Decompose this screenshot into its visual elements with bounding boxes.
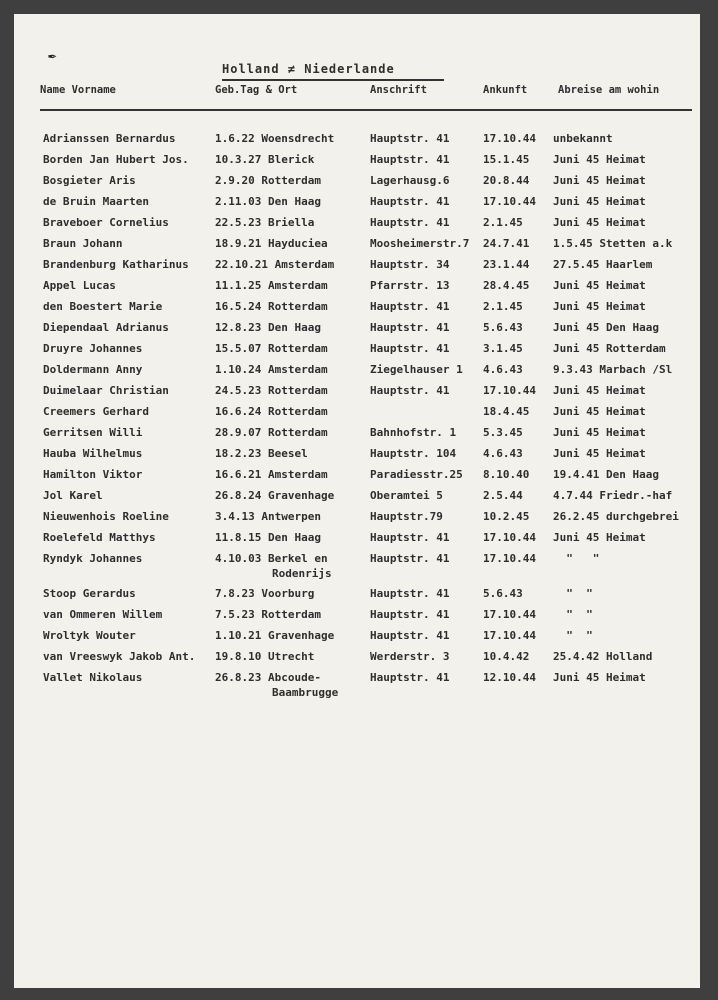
cell-address: Oberamtei 5 [370, 489, 443, 502]
column-header-arrival: Ankunft [483, 84, 528, 96]
cell-departure: 19.4.41 Den Haag [553, 468, 659, 481]
cell-departure: 9.3.43 Marbach /Sl [553, 363, 673, 376]
cell-dob: 15.5.07 Rotterdam [215, 342, 328, 355]
cell-departure: Juni 45 Heimat [553, 405, 646, 418]
cell-name: Wroltyk Wouter [43, 629, 136, 642]
cell-dob: 16.6.24 Rotterdam [215, 405, 328, 418]
cell-name: de Bruin Maarten [43, 195, 149, 208]
cell-departure: Juni 45 Heimat [553, 279, 646, 292]
cell-departure: " " [553, 552, 600, 565]
cell-departure: Juni 45 Heimat [553, 447, 646, 460]
cell-name: den Boestert Marie [43, 300, 163, 313]
cell-address: Hauptstr. 41 [370, 629, 450, 642]
cell-address: Hauptstr. 41 [370, 587, 450, 600]
cell-dob: 11.1.25 Amsterdam [215, 279, 328, 292]
cell-address: Hauptstr.79 [370, 510, 443, 523]
cell-dob: 2.11.03 Den Haag [215, 195, 321, 208]
cell-dob: 26.8.24 Gravenhage [215, 489, 335, 502]
cell-departure: Juni 45 Heimat [553, 300, 646, 313]
cell-departure: Juni 45 Heimat [553, 174, 646, 187]
cell-departure: Juni 45 Heimat [553, 384, 646, 397]
cell-arrival: 12.10.44 [483, 671, 536, 684]
cell-dob: 10.3.27 Blerick [215, 153, 315, 166]
column-header-address: Anschrift [370, 84, 427, 96]
cell-arrival: 5.6.43 [483, 321, 523, 334]
cell-arrival: 15.1.45 [483, 153, 530, 166]
cell-arrival: 17.10.44 [483, 531, 536, 544]
cell-arrival: 17.10.44 [483, 195, 536, 208]
cell-departure: " " [553, 629, 593, 642]
cell-address: Lagerhausg.6 [370, 174, 450, 187]
cell-address: Hauptstr. 41 [370, 153, 450, 166]
cell-name: Vallet Nikolaus [43, 671, 143, 684]
cell-departure: Juni 45 Heimat [553, 671, 646, 684]
column-header-dob: Geb.Tag & Ort [215, 84, 298, 96]
cell-name: Duimelaar Christian [43, 384, 169, 397]
cell-name: Doldermann Anny [43, 363, 143, 376]
cell-dob: 7.8.23 Voorburg [215, 587, 315, 600]
cell-arrival: 17.10.44 [483, 132, 536, 145]
cell-address: Pfarrstr. 13 [370, 279, 450, 292]
cell-name: Bosgieter Aris [43, 174, 136, 187]
cell-name: Appel Lucas [43, 279, 116, 292]
cell-address: Hauptstr. 41 [370, 384, 450, 397]
cell-address: Bahnhofstr. 1 [370, 426, 457, 439]
cell-name: Hauba Wilhelmus [43, 447, 143, 460]
cell-dob: 19.8.10 Utrecht [215, 650, 315, 663]
cell-arrival: 17.10.44 [483, 552, 536, 565]
cell-name: Braveboer Cornelius [43, 216, 169, 229]
cell-dob: 22.10.21 Amsterdam [215, 258, 335, 271]
cell-name: Adrianssen Bernardus [43, 132, 176, 145]
cell-arrival: 17.10.44 [483, 629, 536, 642]
cell-dob: 18.2.23 Beesel [215, 447, 308, 460]
cell-address: Hauptstr. 41 [370, 321, 450, 334]
cell-dob: 11.8.15 Den Haag [215, 531, 321, 544]
cell-arrival: 2.1.45 [483, 216, 523, 229]
cell-dob: 22.5.23 Briella [215, 216, 315, 229]
cell-address: Ziegelhauser 1 [370, 363, 463, 376]
cell-departure: Juni 45 Heimat [553, 531, 646, 544]
cell-arrival: 23.1.44 [483, 258, 530, 271]
cell-departure: unbekannt [553, 132, 613, 145]
document-title [222, 62, 395, 76]
cell-name: Jol Karel [43, 489, 103, 502]
cell-dob-continued: Rodenrijs [272, 567, 332, 580]
header-rule [40, 109, 692, 111]
cell-name: van Ommeren Willem [43, 608, 163, 621]
cell-name: Hamilton Viktor [43, 468, 143, 481]
cell-arrival: 18.4.45 [483, 405, 530, 418]
cell-name: van Vreeswyk Jakob Ant. [43, 650, 196, 663]
cell-address: Hauptstr. 41 [370, 300, 450, 313]
cell-address: Moosheimerstr.7 [370, 237, 470, 250]
cell-arrival: 2.1.45 [483, 300, 523, 313]
cell-arrival: 2.5.44 [483, 489, 523, 502]
cell-dob: 1.10.21 Gravenhage [215, 629, 335, 642]
title-underline [222, 79, 444, 81]
cell-name: Braun Johann [43, 237, 123, 250]
title-text: Holland ≠ Niederlande [222, 62, 395, 76]
cell-arrival: 17.10.44 [483, 384, 536, 397]
cell-departure: Juni 45 Rotterdam [553, 342, 666, 355]
cell-arrival: 5.6.43 [483, 587, 523, 600]
cell-name: Brandenburg Katharinus [43, 258, 189, 271]
cell-arrival: 24.7.41 [483, 237, 530, 250]
cell-dob: 28.9.07 Rotterdam [215, 426, 328, 439]
cell-dob-continued: Baambrugge [272, 686, 339, 699]
column-header-name: Name Vorname [40, 84, 116, 96]
cell-name: Diependaal Adrianus [43, 321, 169, 334]
cell-name: Roelefeld Matthys [43, 531, 156, 544]
cell-arrival: 4.6.43 [483, 363, 523, 376]
cell-departure: " " [553, 608, 593, 621]
ink-mark: ✒ [48, 48, 57, 64]
cell-address: Hauptstr. 41 [370, 342, 450, 355]
cell-address: Hauptstr. 34 [370, 258, 450, 271]
cell-departure: 26.2.45 durchgebrei [553, 510, 679, 523]
cell-address: Hauptstr. 41 [370, 195, 450, 208]
cell-arrival: 28.4.45 [483, 279, 530, 292]
cell-dob: 16.5.24 Rotterdam [215, 300, 328, 313]
cell-name: Nieuwenhois Roeline [43, 510, 169, 523]
cell-dob: 12.8.23 Den Haag [215, 321, 321, 334]
cell-name: Stoop Gerardus [43, 587, 136, 600]
cell-dob: 16.6.21 Amsterdam [215, 468, 328, 481]
cell-dob: 26.8.23 Abcoude- [215, 671, 321, 684]
cell-dob: 2.9.20 Rotterdam [215, 174, 321, 187]
cell-dob: 4.10.03 Berkel en [215, 552, 328, 565]
cell-name: Druyre Johannes [43, 342, 143, 355]
cell-address: Hauptstr. 41 [370, 608, 450, 621]
cell-departure: 25.4.42 Holland [553, 650, 653, 663]
cell-departure: Juni 45 Den Haag [553, 321, 659, 334]
cell-arrival: 20.8.44 [483, 174, 530, 187]
cell-address: Hauptstr. 41 [370, 216, 450, 229]
cell-arrival: 10.2.45 [483, 510, 530, 523]
cell-departure: 27.5.45 Haarlem [553, 258, 653, 271]
cell-name: Ryndyk Johannes [43, 552, 143, 565]
cell-address: Hauptstr. 41 [370, 552, 450, 565]
cell-departure: Juni 45 Heimat [553, 426, 646, 439]
column-header-departure: Abreise am wohin [558, 84, 660, 96]
cell-departure: Juni 45 Heimat [553, 216, 646, 229]
cell-dob: 3.4.13 Antwerpen [215, 510, 321, 523]
cell-dob: 1.10.24 Amsterdam [215, 363, 328, 376]
cell-arrival: 5.3.45 [483, 426, 523, 439]
cell-name: Borden Jan Hubert Jos. [43, 153, 189, 166]
document-page [14, 14, 700, 988]
cell-address: Werderstr. 3 [370, 650, 450, 663]
cell-name: Gerritsen Willi [43, 426, 143, 439]
cell-arrival: 10.4.42 [483, 650, 530, 663]
cell-address: Hauptstr. 41 [370, 531, 450, 544]
cell-departure: Juni 45 Heimat [553, 195, 646, 208]
cell-address: Hauptstr. 41 [370, 132, 450, 145]
cell-arrival: 3.1.45 [483, 342, 523, 355]
cell-departure: " " [553, 587, 593, 600]
cell-address: Paradiesstr.25 [370, 468, 463, 481]
cell-address: Hauptstr. 41 [370, 671, 450, 684]
cell-arrival: 8.10.40 [483, 468, 530, 481]
cell-arrival: 4.6.43 [483, 447, 523, 460]
cell-departure: 4.7.44 Friedr.-haf [553, 489, 673, 502]
cell-name: Creemers Gerhard [43, 405, 149, 418]
cell-departure: Juni 45 Heimat [553, 153, 646, 166]
cell-dob: 1.6.22 Woensdrecht [215, 132, 335, 145]
cell-arrival: 17.10.44 [483, 608, 536, 621]
cell-dob: 7.5.23 Rotterdam [215, 608, 321, 621]
cell-departure: 1.5.45 Stetten a.k [553, 237, 673, 250]
cell-address: Hauptstr. 104 [370, 447, 457, 460]
cell-dob: 18.9.21 Hayduciea [215, 237, 328, 250]
cell-dob: 24.5.23 Rotterdam [215, 384, 328, 397]
